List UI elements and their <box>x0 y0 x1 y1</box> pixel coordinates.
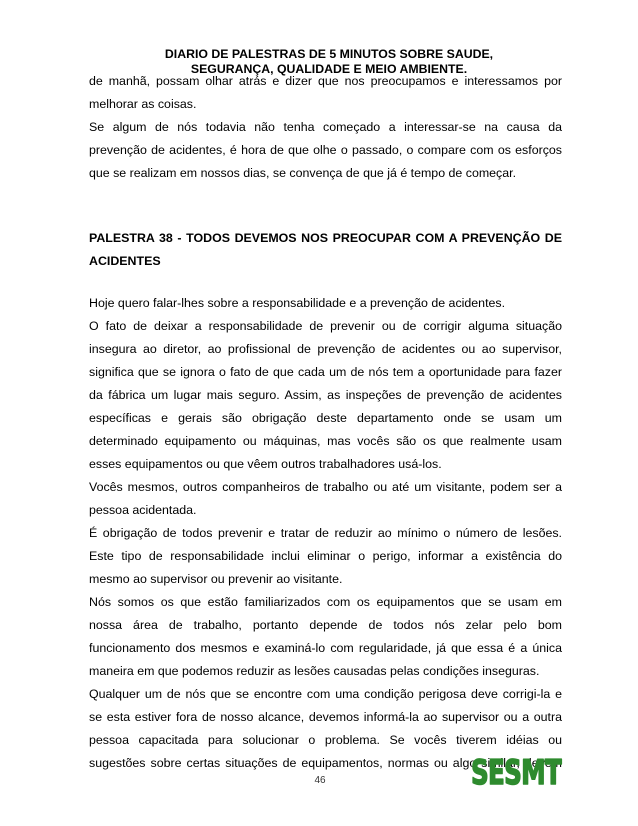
text-line: se esta estiver fora de nosso alcance, devemos informá-la ao supervisor ou a outra <box>89 710 562 724</box>
text-line: nossa área de trabalho, portanto depende de todos nós zelar pelo bom <box>89 618 562 632</box>
heading-line: PALESTRA 38 - TODOS DEVEMOS NOS PREOCUPAR COM A PREVENÇÃO DE <box>89 231 562 245</box>
heading-line: ACIDENTES <box>89 254 161 268</box>
text-line: pessoa capacitada para solucionar o problema. Se vocês tiverem idéias ou <box>89 733 562 747</box>
text-line: maneira em que podemos reduzir as lesões causadas pelas condições inseguras. <box>89 664 540 678</box>
text-line: esses equipamentos ou que vêem outros trabalhadores usá-los. <box>89 457 442 471</box>
text-line: Vocês mesmos, outros companheiros de trabalho ou até um visitante, podem ser a <box>89 480 562 494</box>
text-line: sugestões sobre certas situações de equipamentos, normas ou algo similar, devem <box>89 756 562 770</box>
body-paragraphs <box>89 292 562 775</box>
text-line: Se algum de nós todavia não tenha começado a interessar-se na causa da <box>89 120 562 134</box>
page-number: 46 <box>314 775 326 786</box>
text-line: prevenção de acidentes, é hora de que olhe o passado, o compare com os esforços <box>89 143 562 157</box>
text-line: mesmo ao supervisor ou prevenir ao visitante. <box>89 572 343 586</box>
header-line-2: SEGURANÇA, QUALIDADE E MEIO AMBIENTE. <box>190 62 468 76</box>
header-line-1: DIARIO DE PALESTRAS DE 5 MINUTOS SOBRE SAUDE, <box>164 47 494 61</box>
text-line: insegura ao diretor, ao profissional de prevenção de acidentes ou ao supervisor, <box>89 342 562 356</box>
section-heading <box>89 227 562 273</box>
text-line: Hoje quero falar-lhes sobre a responsabilidade e a prevenção de acidentes. <box>89 296 506 310</box>
text-line: Qualquer um de nós que se encontre com uma condição perigosa deve corrigi-la e <box>89 687 562 701</box>
text-line: determinado equipamento ou máquinas, mas vocês são os que realmente usam <box>89 434 562 448</box>
text-line: melhorar as coisas. <box>89 97 197 111</box>
sesmt-logo <box>468 748 564 792</box>
text-line: Este tipo de responsabilidade inclui eliminar o perigo, informar a existência do <box>89 549 562 563</box>
text-line: de manhã, possam olhar atrás e dizer que nos preocupamos e interessamos por <box>89 74 562 88</box>
text-line: Nós somos os que estão familiarizados com os equipamentos que se usam em <box>89 595 562 609</box>
text-line: da fábrica um lugar mais seguro. Assim, as inspeções de prevenção de acidentes <box>89 388 562 402</box>
text-line: O fato de deixar a responsabilidade de prevenir ou de corrigir alguma situação <box>89 319 562 333</box>
intro-paragraph <box>89 70 562 185</box>
text-line: que se realizam em nossos dias, se convença de que já é tempo de começar. <box>89 166 517 180</box>
logo-lettering: SESMT <box>471 753 563 793</box>
text-line: funcionamento dos mesmos e examiná-lo com regularidade, já que essa é a única <box>89 641 562 655</box>
text-line: É obrigação de todos prevenir e tratar de reduzir ao mínimo o número de lesões. <box>89 526 562 540</box>
text-line: pessoa acidentada. <box>89 503 197 517</box>
text-line: significa que se ignora o fato de que cada um de nós tem a oportunidade para fazer <box>89 365 562 379</box>
text-line: específicas e gerais são obrigação deste departamento onde se usam um <box>89 411 562 425</box>
